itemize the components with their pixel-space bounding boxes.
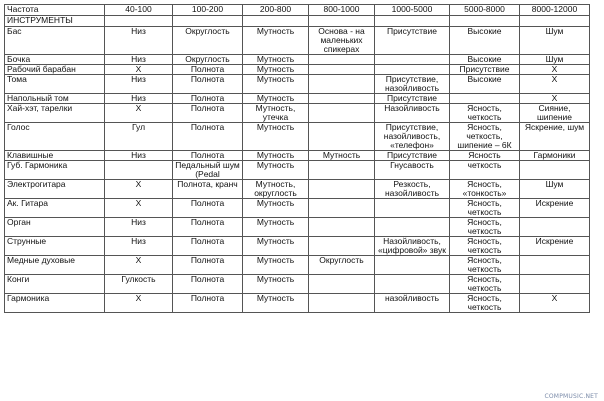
table-cell: Мутность <box>309 151 375 161</box>
table-row <box>5 256 590 275</box>
table-cell: X <box>520 65 590 75</box>
table-row <box>5 123 590 151</box>
empty-cell <box>309 16 375 27</box>
instrument-name: Гармоника <box>5 294 105 313</box>
empty-cell <box>450 16 520 27</box>
table-row <box>5 199 590 218</box>
table-cell: Присутствие, назойливость, «телефон» <box>375 123 450 151</box>
instrument-name: Губ. Гармоника <box>5 161 105 180</box>
table-cell: Полнота <box>173 218 243 237</box>
table-cell: Высокие <box>450 27 520 55</box>
table-cell: Ясность, четкость <box>450 275 520 294</box>
table-cell <box>309 123 375 151</box>
table-cell: Низ <box>105 27 173 55</box>
table-cell: Низ <box>105 237 173 256</box>
empty-cell <box>520 16 590 27</box>
instrument-name: Орган <box>5 218 105 237</box>
section-row <box>5 16 590 27</box>
table-row <box>5 275 590 294</box>
table-cell <box>375 199 450 218</box>
table-cell: X <box>105 104 173 123</box>
table-cell: Шум <box>520 27 590 55</box>
table-row <box>5 104 590 123</box>
table-cell: Ясность, «тонкость» <box>450 180 520 199</box>
table-cell <box>309 161 375 180</box>
instrument-name: Медные духовые <box>5 256 105 275</box>
table-cell: Присутствие, назойливость <box>375 75 450 94</box>
table-row <box>5 27 590 55</box>
watermark: COMPMUSIC.NET <box>544 393 598 400</box>
table-cell: Мутность <box>243 151 309 161</box>
table-cell: Ясность, четкость <box>450 237 520 256</box>
header-cell: 800-1000 <box>309 5 375 16</box>
table-cell <box>309 294 375 313</box>
table-cell: Полнота <box>173 256 243 275</box>
table-cell: Округлость <box>173 55 243 65</box>
table-cell: четкость <box>450 161 520 180</box>
table-cell: Ясность, четкость <box>450 218 520 237</box>
table-cell <box>520 256 590 275</box>
table-cell: назойливость <box>375 294 450 313</box>
table-cell: Мутность <box>243 94 309 104</box>
table-cell: Низ <box>105 218 173 237</box>
table-cell: Полнота <box>173 275 243 294</box>
table-cell: Полнота <box>173 104 243 123</box>
table-cell: X <box>520 294 590 313</box>
header-cell: 40-100 <box>105 5 173 16</box>
instrument-name: Струнные <box>5 237 105 256</box>
table-cell: Назойливость, «цифровой» звук <box>375 237 450 256</box>
table-row <box>5 65 590 75</box>
table-cell <box>309 65 375 75</box>
instrument-name: Клавишные <box>5 151 105 161</box>
table-cell: Мутность <box>243 256 309 275</box>
table-cell <box>309 75 375 94</box>
table-cell: Ясность, четкость, шипение – 6К <box>450 123 520 151</box>
table-cell: Шум <box>520 180 590 199</box>
header-cell: 100-200 <box>173 5 243 16</box>
table-cell: Педальный шум (Pedal <box>173 161 243 180</box>
instrument-name: Рабочий барабан <box>5 65 105 75</box>
table-cell <box>375 218 450 237</box>
table-cell: Присутствие <box>375 27 450 55</box>
table-cell: Низ <box>105 55 173 65</box>
table-row <box>5 151 590 161</box>
table-cell: Присутствие <box>375 94 450 104</box>
table-cell: Мутность <box>243 218 309 237</box>
header-cell: 1000-5000 <box>375 5 450 16</box>
header-cell: Частота <box>5 5 105 16</box>
empty-cell <box>243 16 309 27</box>
table-cell <box>450 94 520 104</box>
table-cell: Высокие <box>450 55 520 65</box>
table-cell: Мутность <box>243 55 309 65</box>
header-row <box>5 5 590 16</box>
table-cell <box>520 275 590 294</box>
table-cell: Полнота <box>173 294 243 313</box>
table-cell <box>375 65 450 75</box>
table-cell: Низ <box>105 75 173 94</box>
table-row <box>5 237 590 256</box>
table-cell: Мутность <box>243 65 309 75</box>
table-cell: X <box>105 180 173 199</box>
instrument-name: Тома <box>5 75 105 94</box>
table-cell: Полнота <box>173 151 243 161</box>
table-cell: Ясность <box>450 151 520 161</box>
table-cell: Назойливость <box>375 104 450 123</box>
empty-cell <box>375 16 450 27</box>
table-cell <box>309 104 375 123</box>
table-cell <box>375 55 450 65</box>
table-cell <box>375 275 450 294</box>
table-cell <box>309 199 375 218</box>
table-cell: X <box>520 94 590 104</box>
table-cell: Полнота <box>173 123 243 151</box>
table-cell: Мутность, округлость <box>243 180 309 199</box>
table-cell: Резкость, назойливость <box>375 180 450 199</box>
table-cell <box>309 275 375 294</box>
table-cell: Мутность <box>243 161 309 180</box>
table-cell: Мутность <box>243 294 309 313</box>
table-cell: Ясность, четкость <box>450 294 520 313</box>
table-cell: Гулкость <box>105 275 173 294</box>
table-cell: Полнота <box>173 65 243 75</box>
instrument-name: Бас <box>5 27 105 55</box>
empty-cell <box>105 16 173 27</box>
table-cell: Присутствие <box>375 151 450 161</box>
table-cell: Полнота <box>173 75 243 94</box>
table-cell: Полнота <box>173 237 243 256</box>
instrument-name: Напольный том <box>5 94 105 104</box>
table-cell: Искрение <box>520 237 590 256</box>
header-cell: 5000-8000 <box>450 5 520 16</box>
frequency-table <box>4 4 590 313</box>
empty-cell <box>173 16 243 27</box>
table-cell: Гармоники <box>520 151 590 161</box>
table-cell: Мутность <box>243 237 309 256</box>
header-cell: 200-800 <box>243 5 309 16</box>
table-cell: Мутность <box>243 123 309 151</box>
table-row <box>5 75 590 94</box>
table-cell: Искрение <box>520 199 590 218</box>
instrument-name: Электрогитара <box>5 180 105 199</box>
table-cell: Основа - на маленьких спикерах <box>309 27 375 55</box>
table-cell: Мутность <box>243 199 309 218</box>
table-row <box>5 94 590 104</box>
table-cell <box>309 55 375 65</box>
table-cell: Мутность <box>243 275 309 294</box>
table-cell <box>105 161 173 180</box>
table-cell <box>375 256 450 275</box>
table-cell: Сияние, шипение <box>520 104 590 123</box>
table-cell: Яскрение, шум <box>520 123 590 151</box>
table-row <box>5 218 590 237</box>
table-row <box>5 294 590 313</box>
table-cell: Ясность, четкость <box>450 256 520 275</box>
table-cell: Полнота, кранч <box>173 180 243 199</box>
table-cell: Мутность <box>243 27 309 55</box>
table-cell <box>309 237 375 256</box>
table-cell: Мутность <box>243 75 309 94</box>
table-cell: X <box>105 65 173 75</box>
table-cell <box>309 94 375 104</box>
table-cell: X <box>520 75 590 94</box>
table-row <box>5 55 590 65</box>
table-cell: Присутствие <box>450 65 520 75</box>
table-cell: Округлость <box>309 256 375 275</box>
section-label: ИНСТРУМЕНТЫ <box>5 16 105 27</box>
table-cell <box>520 161 590 180</box>
table-cell: Шум <box>520 55 590 65</box>
table-cell: Мутность, утечка <box>243 104 309 123</box>
table-cell <box>520 218 590 237</box>
table-cell: Ясность, четкость <box>450 104 520 123</box>
table-cell: X <box>105 199 173 218</box>
header-cell: 8000-12000 <box>520 5 590 16</box>
table-cell: Полнота <box>173 94 243 104</box>
table-cell: Полнота <box>173 199 243 218</box>
table-cell <box>309 218 375 237</box>
table-cell: Гнусавость <box>375 161 450 180</box>
instrument-name: Голос <box>5 123 105 151</box>
instrument-name: Ак. Гитара <box>5 199 105 218</box>
table-cell: Ясность, четкость <box>450 199 520 218</box>
table-cell: Гул <box>105 123 173 151</box>
table-cell: X <box>105 294 173 313</box>
table-cell: Округлость <box>173 27 243 55</box>
table-cell: X <box>105 256 173 275</box>
instrument-name: Хай-хэт, тарелки <box>5 104 105 123</box>
instrument-name: Бочка <box>5 55 105 65</box>
table-row <box>5 180 590 199</box>
instrument-name: Конги <box>5 275 105 294</box>
table-cell: Низ <box>105 94 173 104</box>
table-cell <box>309 180 375 199</box>
table-cell: Высокие <box>450 75 520 94</box>
table-row <box>5 161 590 180</box>
table-cell: Низ <box>105 151 173 161</box>
